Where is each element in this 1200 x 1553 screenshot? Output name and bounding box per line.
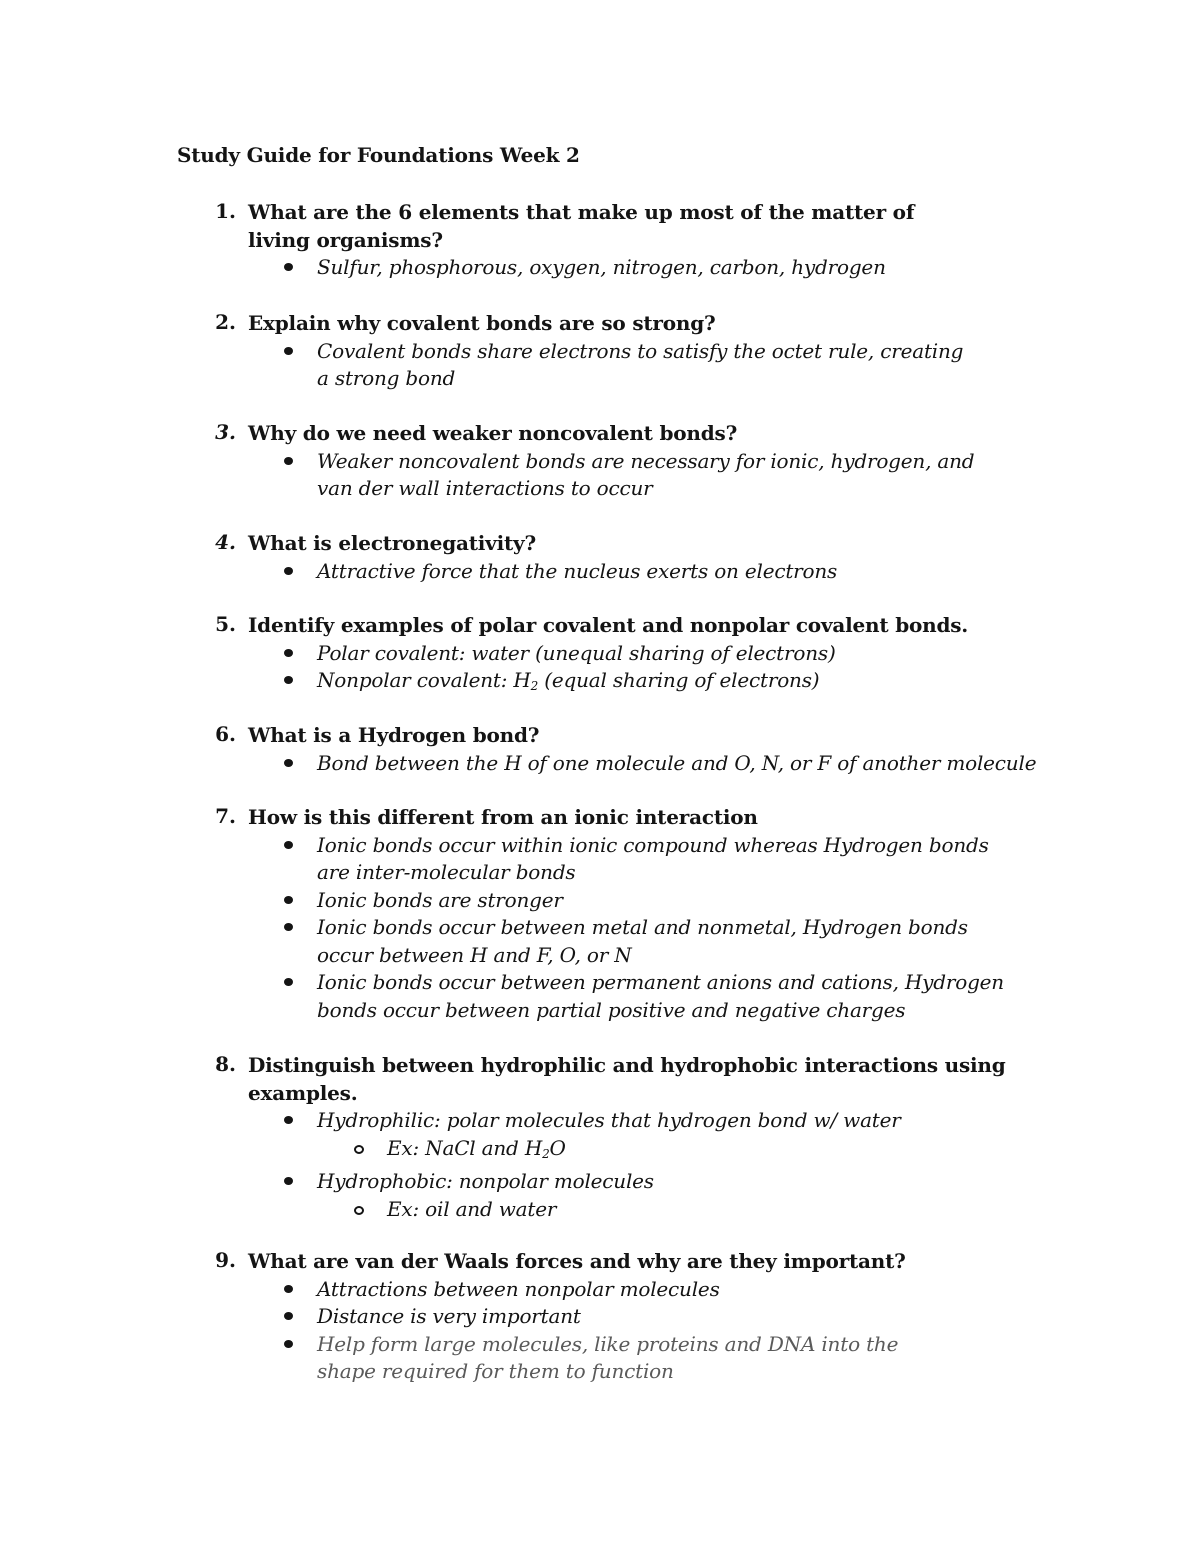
bullet-dot-icon bbox=[284, 896, 293, 904]
answer-bullet: Attractions between nonpolar molecules bbox=[317, 1276, 1017, 1304]
bullet-dot-icon bbox=[284, 457, 293, 465]
bullet-dot-icon bbox=[284, 1177, 293, 1185]
answer-bullet: Hydrophobic: nonpolar molecules bbox=[317, 1168, 1017, 1196]
question-number: 3. bbox=[215, 420, 236, 444]
answer-bullet: Weaker noncovalent bonds are necessary for ionic, hydrogen, and van der wall interactions to occur bbox=[317, 448, 1007, 503]
question-text: Why do we need weaker noncovalent bonds? bbox=[248, 421, 738, 445]
bullet-dot-icon bbox=[284, 1312, 293, 1320]
answer-sub-bullet: Ex: NaCl and $H_2O$ bbox=[387, 1135, 1040, 1169]
question-2 bbox=[210, 310, 1040, 393]
question-text: What is electronegativity? bbox=[248, 531, 536, 555]
question-number: 2. bbox=[215, 310, 236, 334]
bullet-dot-icon bbox=[284, 923, 293, 931]
bullet-dot-icon bbox=[284, 567, 293, 575]
question-number: 1. bbox=[215, 199, 236, 223]
question-number: 4. bbox=[215, 530, 236, 554]
question-number: 5. bbox=[215, 612, 236, 636]
question-text: What are the 6 elements that make up most of the matter of living organisms? bbox=[248, 200, 915, 252]
question-number: 8. bbox=[215, 1052, 236, 1076]
question-text: Distinguish between hydrophilic and hydrophobic interactions using examples. bbox=[248, 1053, 1006, 1105]
bullet-dot-icon bbox=[284, 649, 293, 657]
question-number: 9. bbox=[215, 1248, 236, 1272]
answer-bullet: Nonpolar covalent: $H_2$ (equal sharing of electrons) bbox=[317, 667, 1017, 701]
answer-bullet: Sulfur, phosphorous, oxygen, nitrogen, carbon, hydrogen bbox=[317, 254, 1017, 282]
answer-bullet: Covalent bonds share electrons to satisfy the octet rule, creating a strong bond bbox=[317, 338, 967, 393]
bullet-dot-icon bbox=[284, 347, 293, 355]
bullet-dot-icon bbox=[284, 1116, 293, 1124]
bullet-dot-icon bbox=[284, 759, 293, 767]
bullet-dot-icon bbox=[284, 1285, 293, 1293]
document-title: Study Guide for Foundations Week 2 bbox=[177, 143, 580, 167]
answer-bullet: Hydrophilic: polar molecules that hydrogen bond w/ water bbox=[317, 1107, 1017, 1135]
question-9 bbox=[210, 1248, 1040, 1386]
question-text: Identify examples of polar covalent and nonpolar covalent bonds. bbox=[248, 613, 969, 637]
answer-bullet: Ionic bonds are stronger bbox=[317, 887, 1017, 915]
answer-bullet: Ionic bonds occur between permanent anions and cations, Hydrogen bonds occur between partial positive and negative charges bbox=[317, 969, 1017, 1024]
question-number: 6. bbox=[215, 722, 236, 746]
answer-bullet: Help form large molecules, like proteins and DNA into the shape required for them to function bbox=[317, 1331, 957, 1386]
bullet-dot-icon bbox=[284, 263, 293, 271]
bullet-dot-icon bbox=[284, 978, 293, 986]
question-7 bbox=[210, 804, 1040, 1024]
answer-bullet: Ionic bonds occur between metal and nonmetal, Hydrogen bonds occur between H and F, O, or N bbox=[317, 914, 1017, 969]
question-8 bbox=[210, 1052, 1040, 1223]
hollow-circle-icon bbox=[354, 1145, 364, 1154]
answer-bullet: Attractive force that the nucleus exerts on electrons bbox=[317, 558, 1017, 586]
bullet-dot-icon bbox=[284, 1340, 293, 1348]
question-text: What is a Hydrogen bond? bbox=[248, 723, 540, 747]
answer-bullet: Ionic bonds occur within ionic compound whereas Hydrogen bonds are inter-molecular bonds bbox=[317, 832, 1017, 887]
question-text: How is this different from an ionic interaction bbox=[248, 805, 758, 829]
question-1 bbox=[210, 199, 1040, 282]
question-text: Explain why covalent bonds are so strong? bbox=[248, 311, 716, 335]
answer-bullet: Bond between the H of one molecule and O, N, or F of another molecule bbox=[317, 750, 1037, 778]
answer-bullet: Polar covalent: water (unequal sharing of electrons) bbox=[317, 640, 1017, 668]
question-4 bbox=[210, 530, 1040, 585]
question-5 bbox=[210, 612, 1040, 701]
bullet-dot-icon bbox=[284, 676, 293, 684]
hollow-circle-icon bbox=[354, 1206, 364, 1215]
bullet-dot-icon bbox=[284, 841, 293, 849]
answer-sub-bullet: Ex: oil and water bbox=[387, 1196, 1040, 1224]
question-number: 7. bbox=[215, 804, 236, 828]
answer-bullet: Distance is very important bbox=[317, 1303, 1017, 1331]
question-6 bbox=[210, 722, 1040, 777]
question-text: What are van der Waals forces and why are they important? bbox=[248, 1249, 906, 1273]
question-3 bbox=[210, 420, 1040, 503]
